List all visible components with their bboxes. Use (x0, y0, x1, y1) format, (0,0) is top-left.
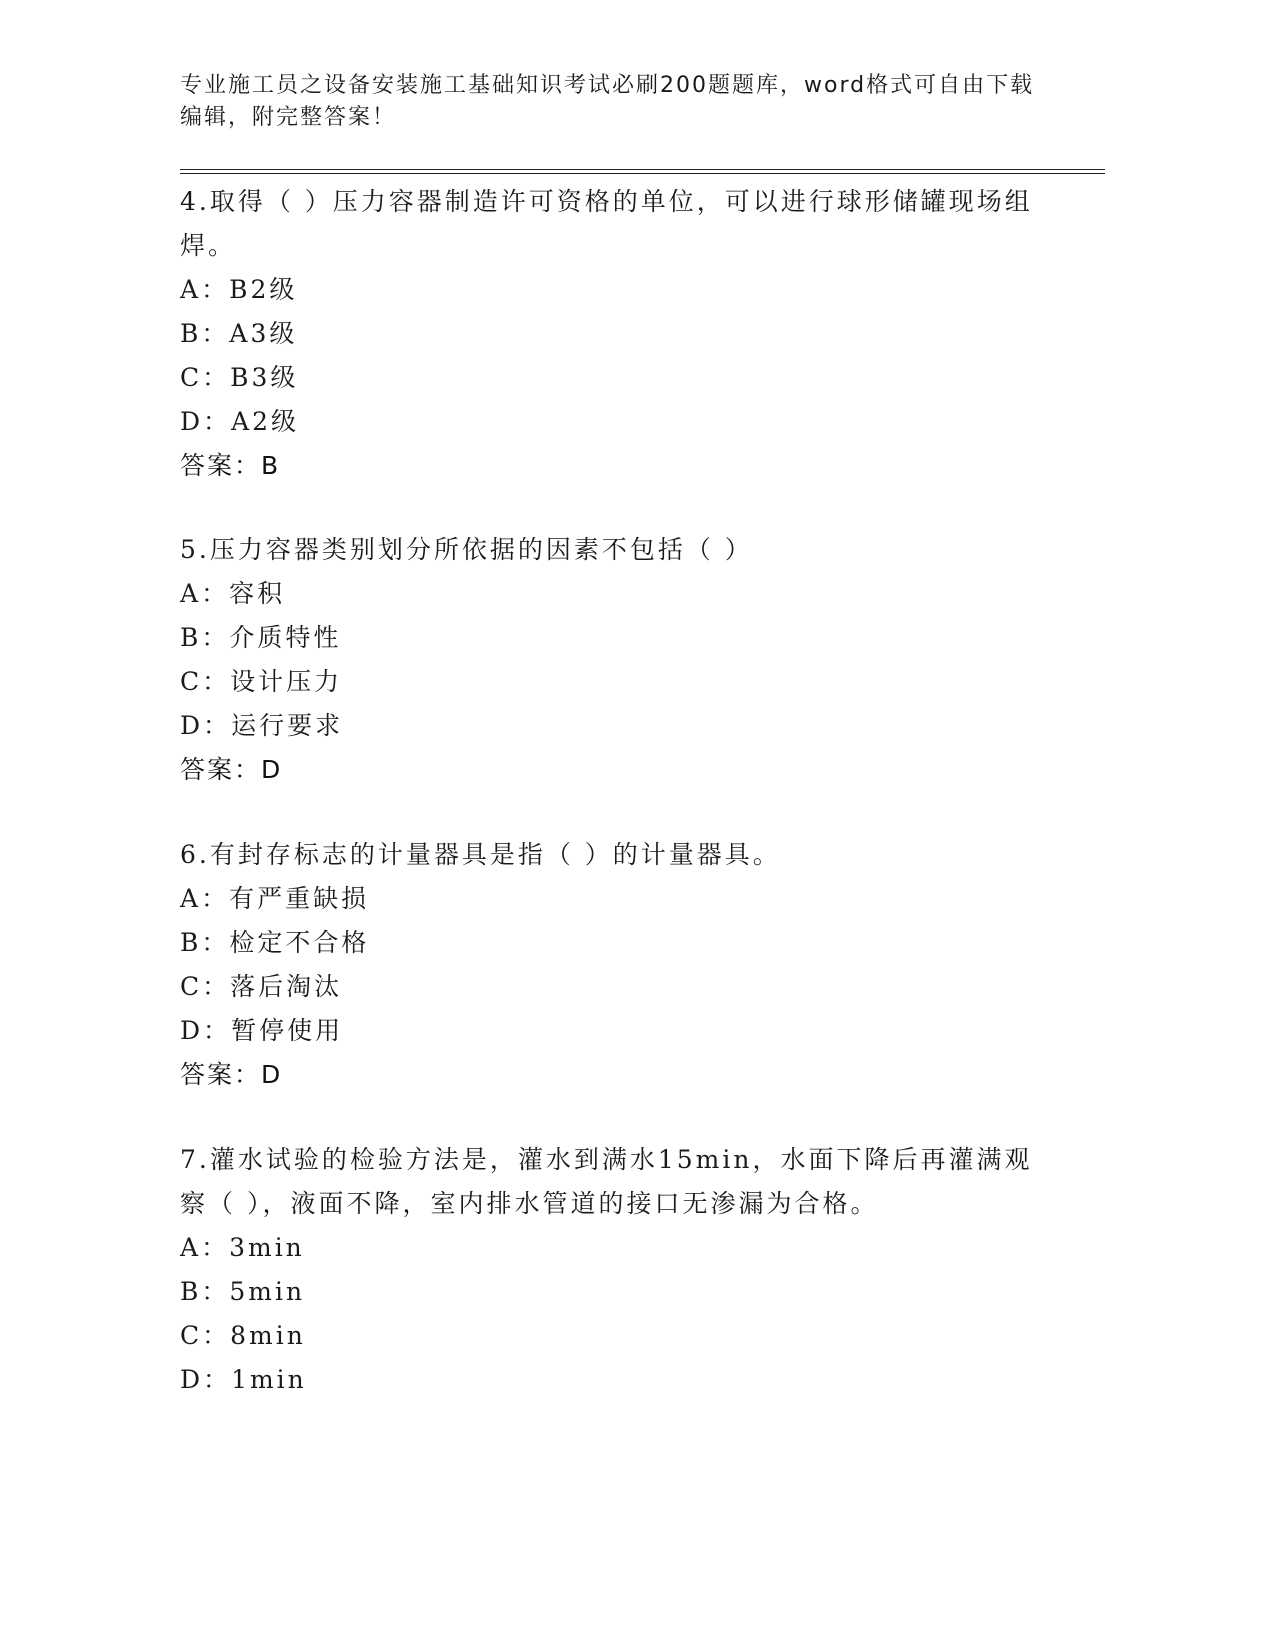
option-c: C：设计压力 (180, 667, 343, 696)
answer-label: 答案： (180, 451, 262, 480)
option-text: 运行要求 (231, 711, 344, 740)
option-letter: C (180, 972, 203, 1001)
option-c: C：B3级 (180, 363, 299, 392)
option-text: 5min (229, 1277, 306, 1306)
answer-label: 答案： (180, 755, 262, 784)
question-stem: 4.取得（ ）压力容器制造许可资格的单位，可以进行球形储罐现场组焊。 (180, 187, 1033, 260)
question-6 (180, 833, 1050, 1097)
question-5 (180, 528, 1050, 792)
option-letter: A (180, 884, 202, 913)
option-letter: C (180, 1321, 203, 1350)
answer-line (180, 1053, 1050, 1097)
question-stem: 5.压力容器类别划分所依据的因素不包括（ ） (180, 535, 753, 564)
option-text: A3级 (229, 319, 298, 348)
option-text: 8min (230, 1321, 306, 1350)
header-divider-top (180, 169, 1105, 170)
option-d: D：1min (180, 1365, 307, 1394)
option-letter: D (180, 711, 204, 740)
option-letter: D (180, 1365, 204, 1394)
option-letter: A (180, 1233, 202, 1262)
option-text: 暂停使用 (231, 1016, 344, 1045)
option-a: A：B2级 (180, 275, 298, 304)
question-7 (180, 1138, 1050, 1402)
answer-line (180, 748, 1050, 792)
answer-value: D (261, 755, 283, 784)
answer-label: 答案： (180, 1060, 262, 1089)
option-d: D：暂停使用 (180, 1016, 344, 1045)
answer-value: D (261, 1060, 283, 1089)
answer-value: B (261, 451, 281, 480)
option-letter: D (180, 407, 204, 436)
question-stem: 6.有封存标志的计量器具是指（ ）的计量器具。 (180, 840, 781, 869)
option-a: A：3min (180, 1233, 305, 1262)
option-b: B：A3级 (180, 319, 298, 348)
option-c: C：落后淘汰 (180, 972, 343, 1001)
option-letter: B (180, 623, 202, 652)
option-text: 设计压力 (230, 667, 343, 696)
question-4 (180, 180, 1050, 488)
option-text: 落后淘汰 (230, 972, 343, 1001)
header-divider-bottom (180, 173, 1105, 174)
option-letter: B (180, 928, 202, 957)
option-letter: D (180, 1016, 204, 1045)
option-letter: B (180, 1277, 202, 1306)
option-text: 1min (231, 1365, 307, 1394)
option-d: D：运行要求 (180, 711, 344, 740)
option-letter: A (180, 275, 202, 304)
option-c: C：8min (180, 1321, 306, 1350)
option-text: 有严重缺损 (229, 884, 370, 913)
option-text: 介质特性 (229, 623, 342, 652)
answer-line (180, 444, 1050, 488)
option-letter: A (180, 579, 202, 608)
option-a: A：容积 (180, 579, 286, 608)
option-d: D：A2级 (180, 407, 300, 436)
option-text: 3min (229, 1233, 305, 1262)
option-letter: C (180, 667, 203, 696)
question-stem: 7.灌水试验的检验方法是，灌水到满水15min，水面下降后再灌满观察（ ），液面不降，室内排水管道的接口无渗漏为合格。 (180, 1145, 1033, 1218)
option-letter: C (180, 363, 203, 392)
option-b: B：介质特性 (180, 623, 342, 652)
option-letter: B (180, 319, 202, 348)
option-b: B：5min (180, 1277, 306, 1306)
option-text: 检定不合格 (229, 928, 370, 957)
option-b: B：检定不合格 (180, 928, 370, 957)
option-a: A：有严重缺损 (180, 884, 370, 913)
option-text: A2级 (231, 407, 300, 436)
option-text: B3级 (230, 363, 299, 392)
document-header: 专业施工员之设备安装施工基础知识考试必刷200题题库，word格式可自由下载编辑，附完整答案！ (180, 73, 1035, 130)
option-text: B2级 (229, 275, 298, 304)
option-text: 容积 (229, 579, 286, 608)
